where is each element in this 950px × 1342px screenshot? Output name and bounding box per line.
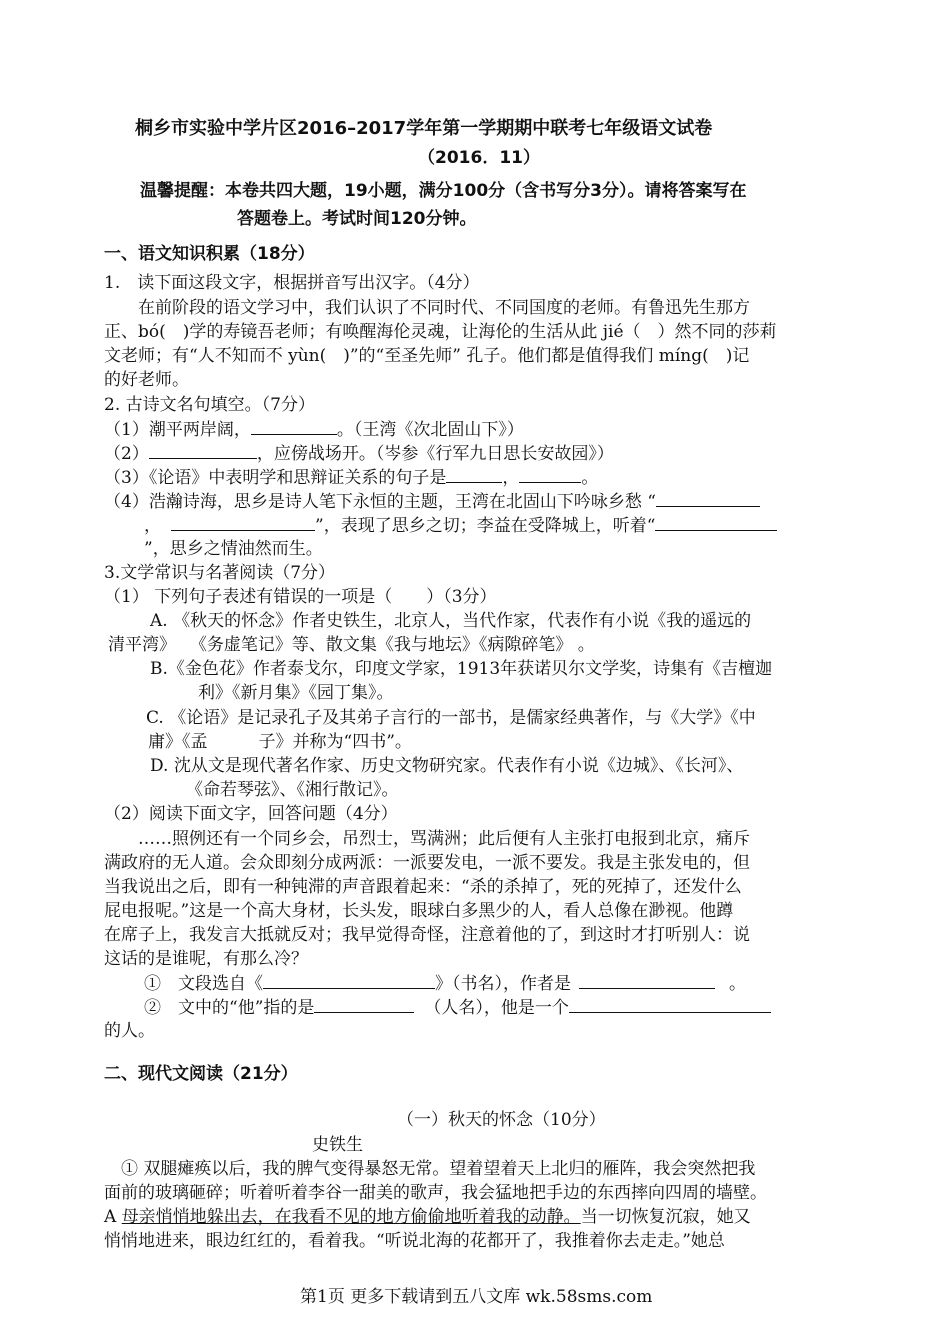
passage-line: 这话的是谁呢，有那么冷？ [104,949,308,969]
q3-question-1-a: ① 文段选自《 [144,974,263,994]
q1-text-line: 文老师；有“人不知而不 yùn( )”的“至圣先师” 孔子。他们都是值得我们 míng( )记 [104,346,750,366]
passage-line: 满政府的无人道。会众即刻分成两派：一派要发电，一派不要发。我是主张发电的，但 [104,853,750,873]
q1-stem: 1. 读下面这段文字，根据拼音写出汉字。（4分） [104,273,480,293]
q3-stem: 3.文学常识与名著阅读（7分） [104,563,336,583]
q2-line-4 [104,490,760,513]
q2-line-5-a: ， [144,516,161,536]
answer-blank[interactable] [569,996,771,1013]
q1-text-line: 正、bó( )学的寿镜吾老师；有唤醒海伦灵魂，让海伦的生活从此 jié（ ）然不同的莎莉 [104,322,777,342]
answer-blank[interactable] [251,418,337,435]
q1-text-line: 在前阶段的语文学习中，我们认识了不同时代、不同国度的老师。有鲁迅先生那方 [104,298,750,318]
passage-line: 屁电报呢。”这是一个高大身材，长头发，眼球白多黑少的人，看人总像在渺视。他蹲 [104,901,734,921]
q3-question-1 [144,972,746,995]
option-d-line-1: D. 沈从文是现代著名作家、历史文物研究家。代表作有小说《边城》、《长河》、 [150,756,744,776]
q2-stem: 2. 古诗文名句填空。（7分） [104,395,315,415]
q3-question-1-b: 》（书名），作者是 [435,974,571,994]
page-footer: 第1页 更多下载请到五八文库 wk.58sms.com [300,1287,653,1307]
q3-question-2-a: ② 文中的“他”指的是 [144,998,315,1018]
answer-blank[interactable] [446,466,502,483]
reminder-line-1: 温馨提醒：本卷共四大题，19小题，满分100分（含书写分3分）。请将答案写在 [140,181,747,201]
q2-line-1 [104,418,524,441]
reading-line: 悄悄地进来，眼边红红的，看着我。“听说北海的花都开了，我推着你去走走。”她总 [104,1231,725,1251]
option-c-line-2: 庸》《孟 子》并称为“四书”。 [148,732,412,752]
q2-line-3 [104,466,598,489]
answer-blank[interactable] [149,442,257,459]
q1-text-line: 的好老师。 [104,370,189,390]
page-title: 桐乡市实验中学片区2016–2017学年第一学期期中联考七年级语文试卷 [135,118,713,139]
q2-line-1-b: 。（王湾《次北固山下》） [336,420,524,440]
answer-blank[interactable] [519,466,581,483]
passage-line: ……照例还有一个同乡会，吊烈士，骂满洲；此后便有人主张打电报到北京，痛斥 [104,829,750,849]
q2-line-2-b: ，应傍战场开。（岑参《行军九日思长安故园》） [256,444,614,464]
q2-line-2 [104,442,614,465]
reading-line: 面前的玻璃砸碎；听着听着李谷一甜美的歌声，我会猛地把手边的东西摔向四周的墙壁。 [104,1183,767,1203]
reading-author: 史铁生 [312,1135,363,1155]
q2-line-3-a: （3）《论语》中表明学和思辩证关系的句子是 [104,468,447,488]
option-c-line-1: C. 《论语》是记录孔子及其弟子言行的一部书，是儒家经典著作，与《大学》《中 [146,708,756,728]
answer-blank[interactable] [656,490,760,507]
option-b-line-1: B.《金色花》作者泰戈尔，印度文学家，1913年获诺贝尔文学奖，诗集有《吉檀迦 [150,659,773,679]
exam-date: （2016．11） [418,148,540,168]
reading-title: （一）秋天的怀念（10分） [397,1110,606,1130]
underlined-sentence: 母亲悄悄地躲出去，在我看不见的地方偷偷地听着我的动静。 [121,1207,581,1227]
reading-line: ① 双腿瘫痪以后，我的脾气变得暴怒无常。望着望着天上北归的雁阵，我会突然把我 [104,1159,756,1179]
q3-question-2-b: （人名），他是一个 [424,998,569,1018]
q2-line-3-b: ， [502,468,520,488]
section-2-heading: 二、现代文阅读（21分） [104,1064,298,1084]
answer-blank[interactable] [314,996,414,1013]
reading-line [104,1206,751,1228]
q3-question-1-c: 。 [729,974,746,994]
q2-line-5 [144,514,777,537]
option-a-line-2: 清平湾》 《务虚笔记》等、散文集《我与地坛》《病隙碎笔》 。 [108,635,595,655]
answer-blank[interactable] [263,972,435,989]
q2-line-1-a: （1）潮平两岸阔， [104,420,251,440]
q3-question-2 [144,996,771,1019]
marker-a: A [104,1207,122,1227]
passage-line: 在席子上，我发言大抵就反对；我早觉得奇怪，注意着他的了，到这时才打听别人：说 [104,925,750,945]
passage-line: 当我说出之后，即有一种钝滞的声音跟着起来：“杀的杀掉了，死的死掉了，还发什么 [104,877,742,897]
option-b-line-2: 利》《新月集》《园丁集》。 [198,683,394,703]
q2-line-5-b: ”，表现了思乡之切；李益在受降城上，听着“ [315,516,656,536]
answer-blank[interactable] [171,514,315,531]
q2-line-4-a: （4）浩瀚诗海，思乡是诗人笔下永恒的主题，王湾在北固山下吟咏乡愁 “ [104,492,656,512]
q2-line-3-c: 。 [581,468,599,488]
q2-line-6: ”，思乡之情油然而生。 [144,539,323,559]
answer-blank[interactable] [655,514,777,531]
section-1-heading: 一、语文知识积累（18分） [104,244,315,264]
q3-question-2-end: 的人。 [104,1021,155,1041]
q3-sub-2: （2）阅读下面文字，回答问题（4分） [104,804,398,824]
q2-line-2-a: （2） [104,444,149,464]
option-a-line-1: A. 《秋天的怀念》作者史铁生，北京人，当代作家，代表作有小说《我的遥远的 [150,611,752,631]
answer-blank[interactable] [579,972,715,989]
option-d-line-2: 《命若琴弦》、《湘行散记》。 [186,780,399,800]
reminder-line-2: 答题卷上。考试时间120分钟。 [237,209,477,229]
q3-sub-1: （1） 下列句子表述有错误的一项是（ ）（3分） [104,587,497,607]
reading-line-rest: 当一切恢复沉寂，她又 [580,1207,751,1227]
